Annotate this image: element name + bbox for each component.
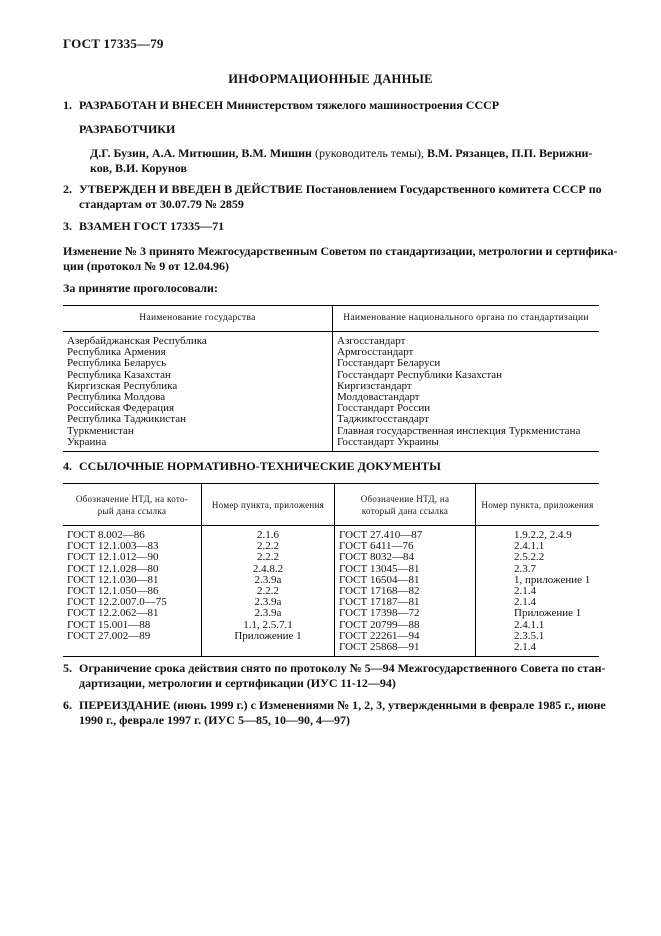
page-header: ГОСТ 17335—79: [63, 36, 164, 51]
section-2: [63, 182, 602, 212]
state-name-cell: Туркменистан: [67, 424, 134, 437]
ref-doc-cell: ГОСТ 12.2.007.0—75: [67, 596, 167, 609]
references-table-row: [63, 608, 599, 619]
section-5: [63, 661, 606, 691]
section-3: [63, 219, 224, 234]
section-1-heading: РАЗРАБОТАН И ВНЕСЕН: [79, 98, 224, 112]
references-table: [63, 483, 599, 657]
voted-label: За принятие проголосовали:: [63, 281, 218, 295]
state-name-cell: Республика Таджикистан: [67, 413, 186, 426]
references-table-row: [63, 642, 599, 657]
ref-clause-cell: 2.3.5.1: [476, 631, 600, 642]
section-1: [63, 98, 499, 113]
standards-body-cell: Госстандарт России: [333, 403, 600, 414]
ref-clause-cell: 2.4.1.1: [476, 620, 600, 631]
ref-doc-cell: [63, 642, 202, 657]
ref-clause-cell: 2.1.4: [476, 586, 600, 597]
state-name-cell: Российская Федерация: [67, 402, 175, 415]
state-name-cell: Украина: [67, 435, 107, 448]
ref-doc-cell: ГОСТ 27.002—89: [67, 629, 151, 642]
ref-clause-cell: 2.1.6: [202, 526, 335, 542]
developers-heading: РАЗРАБОТЧИКИ: [79, 122, 176, 136]
ref-clause-cell: 1.9.2.2, 2.4.9: [476, 526, 600, 542]
section-6-line-2: 1990 г., феврале 1997 г. (ИУС 5—85, 10—90, 4—97): [79, 713, 350, 727]
change-note-line-2: ции (протокол № 9 от 12.04.96): [63, 259, 230, 273]
states-table-row: [63, 437, 599, 452]
change-note: [63, 244, 618, 274]
ref-clause-cell: 2.1.4: [476, 597, 600, 608]
ref-header-doc-2-line-1: Обозначение НТД, на: [360, 493, 450, 504]
states-table-body: [63, 332, 599, 452]
ref-clause-cell: [202, 642, 335, 657]
states-table-row: [63, 332, 599, 348]
ref-header-clause-1: Номер пункта, приложения: [202, 484, 335, 526]
ref-clause-cell: 2.4.8.2: [202, 564, 335, 575]
state-name-cell: Республика Казахстан: [67, 368, 171, 381]
section-5-line-2: дартизации, метрологии и сертификации (ИУС 11-12—94): [79, 676, 396, 690]
standards-body-cell: Киргизстандарт: [333, 381, 600, 392]
ref-clause-cell: 1, приложение 1: [476, 575, 600, 586]
states-header-country: Наименование государства: [139, 312, 256, 323]
page-title: ИНФОРМАЦИОННЫЕ ДАННЫЕ: [228, 72, 433, 86]
ref-doc-cell: ГОСТ 8032—84: [335, 552, 476, 563]
states-header-body: Наименование национального органа по стандартизации: [333, 306, 600, 332]
ref-header-doc-2: [335, 484, 476, 526]
state-name-cell: Азербайджанская Республика: [67, 335, 207, 347]
ref-clause-cell: 2.3.9а: [202, 608, 335, 619]
ref-doc-cell: ГОСТ 12.1.003—83: [67, 540, 159, 553]
standards-body-cell: Азгосстандарт: [333, 332, 600, 348]
ref-doc-cell: ГОСТ 27.410—87: [335, 526, 476, 542]
ref-clause-cell: 2.3.9а: [202, 575, 335, 586]
section-5-line-1: Ограничение срока действия снято по протоколу № 5—94 Межгосударственного Совета по стан-: [79, 661, 606, 675]
standards-body-cell: Госстандарт Украины: [333, 437, 600, 452]
standards-body-cell: Армгосстандарт: [333, 347, 600, 358]
ref-doc-cell: ГОСТ 15.001—88: [67, 618, 151, 631]
references-table-body: [63, 526, 599, 657]
ref-doc-cell: ГОСТ 12.1.028—80: [67, 562, 159, 575]
ref-clause-cell: 2.3.7: [476, 564, 600, 575]
standards-body-cell: Главная государственная инспекция Туркменистана: [333, 426, 600, 437]
ref-doc-cell: ГОСТ 17187—81: [335, 597, 476, 608]
ref-clause-cell: 2.1.4: [476, 642, 600, 657]
ref-doc-cell: ГОСТ 22261—94: [335, 631, 476, 642]
change-note-line-1: Изменение № 3 принято Межгосударственным Советом по стандартизации, метрологии и сертифика-: [63, 244, 618, 258]
ref-clause-cell: 2.2.2: [202, 586, 335, 597]
section-6: [63, 698, 606, 728]
ref-clause-cell: 2.5.2.2: [476, 552, 600, 563]
ref-doc-cell: ГОСТ 16504—81: [335, 575, 476, 586]
ref-clause-cell: Приложение 1: [476, 608, 600, 619]
references-table-row: [63, 526, 599, 542]
standards-body-cell: Госстандарт Республики Казахстан: [333, 370, 600, 381]
section-5-number: 5.: [63, 661, 72, 675]
standards-body-cell: Молдовастандарт: [333, 392, 600, 403]
ref-clause-cell: 2.3.9а: [202, 597, 335, 608]
ref-clause-cell: 2.2.2: [202, 541, 335, 552]
ref-doc-cell: ГОСТ 6411—76: [335, 541, 476, 552]
ref-doc-cell: ГОСТ 12.2.062—81: [67, 607, 159, 620]
ref-header-doc-2-line-2: который дана ссылка: [361, 505, 449, 516]
ref-doc-cell: ГОСТ 12.1.012—90: [67, 551, 159, 564]
ref-doc-cell: ГОСТ 17398—72: [335, 608, 476, 619]
developer-names-2: В.М. Рязанцев, П.П. Верижни-: [427, 146, 593, 160]
section-3-text: ВЗАМЕН ГОСТ 17335—71: [79, 219, 225, 233]
section-6-line-1: ПЕРЕИЗДАНИЕ (июнь 1999 г.) с Изменениями № 1, 2, 3, утвержденными в феврале 1985 г., июне: [79, 698, 606, 712]
developer-names-1: Д.Г. Бузин, А.А. Митюшин, В.М. Мишин: [90, 146, 312, 160]
ref-doc-cell: ГОСТ 12.1.030—81: [67, 573, 159, 586]
state-name-cell: Республика Армения: [67, 346, 166, 359]
section-2-line-1: УТВЕРЖДЕН И ВВЕДЕН В ДЕЙСТВИЕ Постановлением Государственного комитета СССР по: [79, 182, 602, 196]
section-6-number: 6.: [63, 698, 72, 712]
developer-role: (руководитель темы),: [311, 146, 428, 160]
ref-header-doc-1: [63, 484, 202, 526]
states-table: [63, 305, 599, 452]
ref-doc-cell: ГОСТ 25868—91: [335, 642, 476, 657]
standards-body-cell: Таджикгосстандарт: [333, 414, 600, 425]
states-table-row: [63, 426, 599, 437]
states-table-row: [63, 414, 599, 425]
developer-names-3: ков, В.И. Корунов: [90, 161, 187, 175]
standards-body-cell: Госстандарт Беларуси: [333, 358, 600, 369]
section-4-title: ССЫЛОЧНЫЕ НОРМАТИВНО-ТЕХНИЧЕСКИЕ ДОКУМЕНТЫ: [79, 459, 441, 473]
states-table-row: [63, 358, 599, 369]
ref-clause-cell: 1.1, 2.5.7.1: [202, 620, 335, 631]
ref-doc-cell: ГОСТ 17168—82: [335, 586, 476, 597]
section-2-line-2: стандартам от 30.07.79 № 2859: [79, 197, 244, 211]
section-4: [63, 459, 441, 474]
ref-clause-cell: 2.2.2: [202, 552, 335, 563]
state-name-cell: Республика Молдова: [67, 391, 166, 404]
ref-header-doc-1-line-1: Обозначение НТД, на кото-: [75, 493, 189, 504]
section-4-number: 4.: [63, 459, 72, 473]
developers-list: [90, 146, 592, 176]
section-3-number: 3.: [63, 219, 72, 233]
ref-clause-cell: Приложение 1: [202, 631, 335, 642]
state-name-cell: Киргизская Республика: [67, 379, 178, 392]
ref-doc-cell: ГОСТ 8.002—86: [67, 529, 145, 541]
section-1-number: 1.: [63, 98, 72, 112]
ref-header-clause-2: Номер пункта, приложения: [476, 484, 600, 526]
ref-header-doc-1-line-2: рый дана ссылка: [97, 505, 167, 516]
state-name-cell: Республика Беларусь: [67, 357, 167, 370]
section-1-text: Министерством тяжелого машиностроения СССР: [223, 98, 500, 112]
ref-clause-cell: 2.4.1.1: [476, 541, 600, 552]
ref-doc-cell: ГОСТ 13045—81: [335, 564, 476, 575]
section-2-number: 2.: [63, 182, 72, 196]
ref-doc-cell: ГОСТ 12.1.050—86: [67, 585, 159, 598]
references-table-row: [63, 552, 599, 563]
ref-doc-cell: ГОСТ 20799—88: [335, 620, 476, 631]
